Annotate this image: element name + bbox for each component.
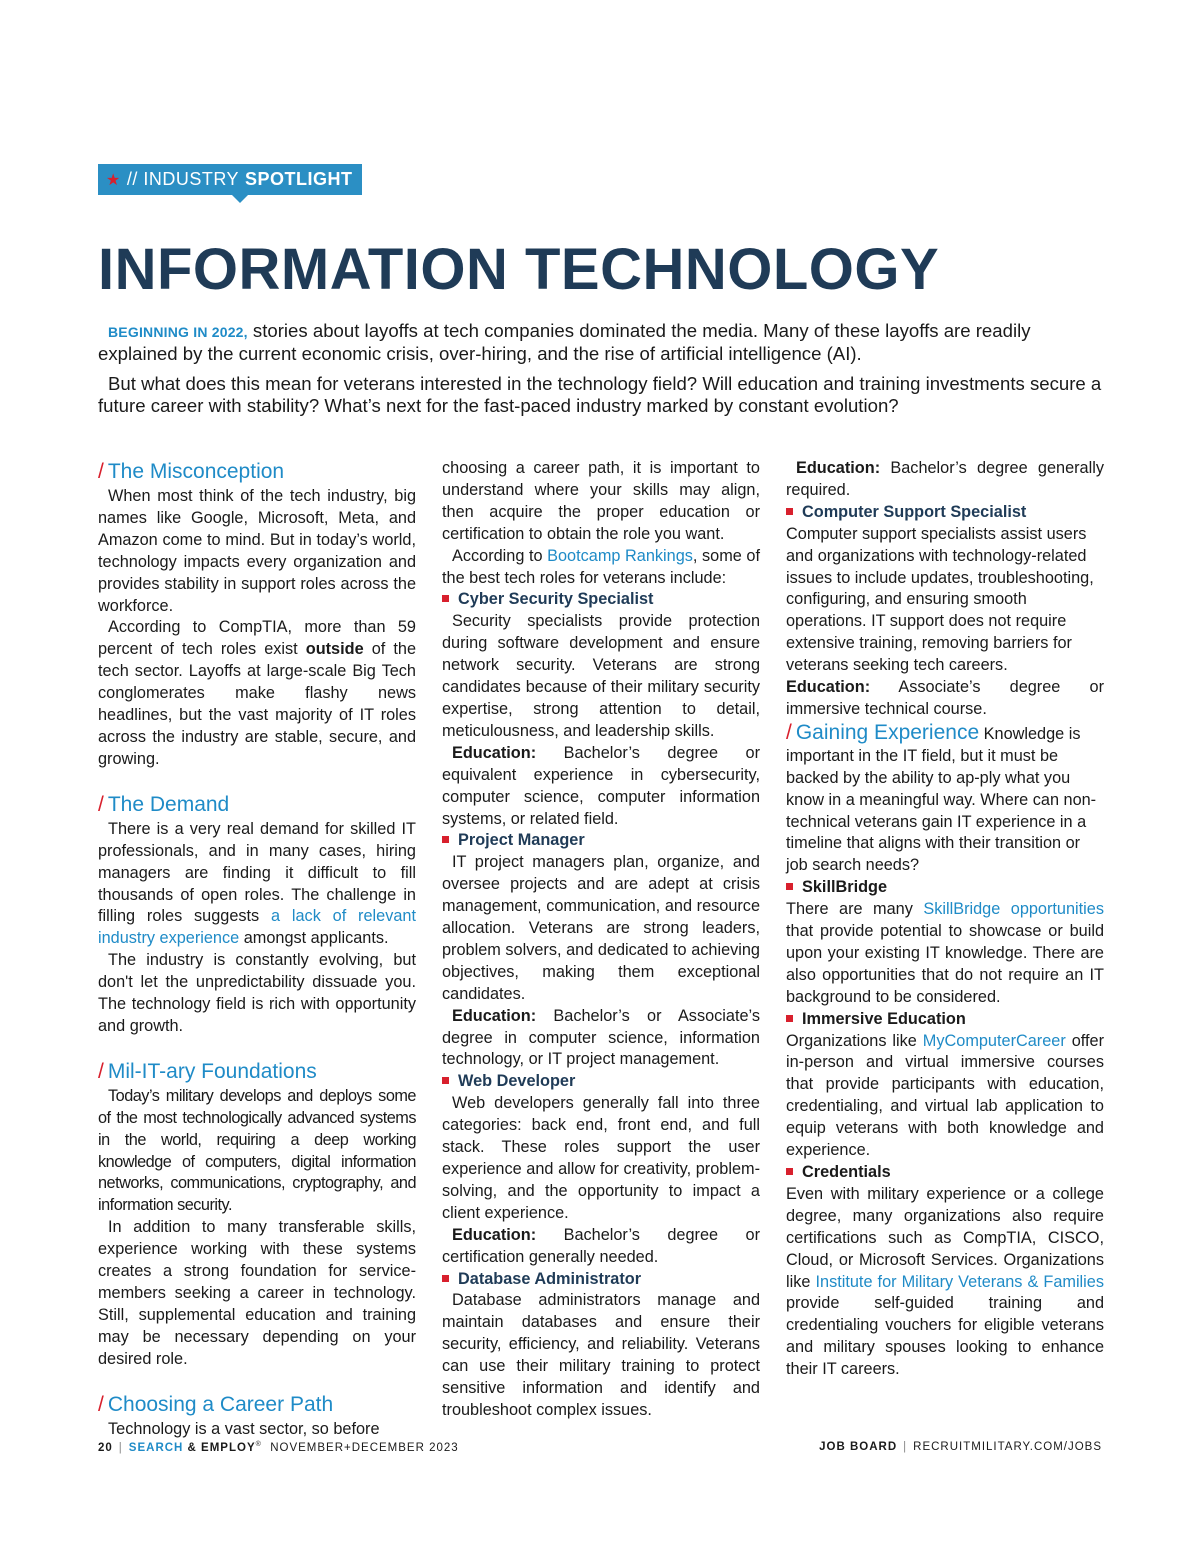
text: of the tech sector. Layoffs at large-scale Big Tech conglomerates make flashy news headlines, but the vast majority of IT roles across the industry are stable, secure, and growing.	[98, 640, 416, 768]
text: , some of the best tech roles for veterans include:	[442, 546, 760, 587]
edu-label: Education:	[452, 1006, 537, 1025]
text: that provide potential to showcase or build upon your existing IT knowledge. There are also opportunities that do not require an IT background to be considered.	[786, 922, 1104, 1006]
text: offer in-person and virtual immersive courses that provide participants with education, credentialing, and virtual lab application to equip veterans with both knowledge and experience.	[786, 1031, 1105, 1160]
intro	[98, 320, 1108, 425]
role-description: Security specialists provide protection during software development and ensure network security. Veterans are strong candidates because of their military security expertise, strong attention to detail, meticulousness, and leadership skills.	[442, 612, 760, 740]
role-description: Database administrators manage and maintain databases and ensure their security, efficiency, and reliability. Veterans can use their military training to protect sensitive information and identify and troubleshoot complex issues.	[442, 1291, 760, 1419]
subsection-title-text: Credentials	[802, 1163, 891, 1181]
text: Knowledge is important in the IT field, but it must be backed by the ability to ap-ply what you know in a meaningful way. Where can non-technical veterans gain IT experience in a timeline that aligns with their transition or job search needs?	[786, 724, 1097, 875]
role-title	[442, 1269, 760, 1291]
star-icon: ★	[106, 171, 121, 189]
text: There is a very real demand for skilled IT professionals, and in many cases, hiring managers are finding it difficult to fill thousands of open roles. The challenge in filling roles suggests	[98, 819, 416, 926]
paragraph	[98, 617, 416, 770]
text: Even with military experience or a college degree, many organizations also require certifications such as CompTIA, CISCO, Cloud, or Microsoft Services. Organizations like	[786, 1184, 1104, 1291]
slash-mark: /	[98, 792, 104, 816]
column-2	[442, 458, 760, 1422]
gaining-paragraph	[786, 721, 1104, 877]
role-description: Computer support specialists assist users and organizations with technology-related issues to include updates, troubleshooting, configuring, and ensuring smooth operations. IT support does not require extensive training, removing barriers for veterans seeking tech careers.	[786, 524, 1094, 675]
role-title-text: Project Manager	[458, 831, 585, 850]
text: amongst applicants.	[239, 929, 389, 948]
role-education	[786, 677, 1104, 721]
role-title	[442, 589, 760, 611]
slash-mark: /	[98, 1059, 104, 1083]
role-title-text: Database Administrator	[458, 1269, 642, 1288]
role-education	[442, 1225, 760, 1269]
role-education	[442, 1006, 760, 1072]
bullet-square	[786, 1168, 793, 1175]
subsection-title-text: SkillBridge	[802, 878, 888, 897]
paragraph	[786, 1031, 1104, 1162]
edu-text: Bachelor’s degree or equivalent experience in cybersecurity, computer science, computer information systems, or related field.	[442, 743, 760, 828]
link-bootcamp-rankings[interactable]: Bootcamp Rankings	[547, 546, 693, 565]
text: Organizations like	[786, 1031, 923, 1050]
link-relevant-experience[interactable]: a lack of relevant industry experience	[98, 907, 416, 948]
bullet-square	[442, 1275, 449, 1282]
heading-foundations	[98, 1058, 416, 1086]
tag-pointer	[232, 195, 248, 203]
role-title	[442, 1071, 760, 1093]
slash-mark: /	[786, 720, 792, 744]
bullet-square	[786, 1015, 793, 1022]
tag-label: SPOTLIGHT	[245, 169, 353, 189]
role-title	[442, 830, 760, 852]
paragraph	[786, 899, 1104, 1009]
edu-label: Education:	[452, 743, 537, 762]
column-1	[98, 458, 416, 1441]
paragraph: When most think of the tech industry, big names like Google, Microsoft, Meta, and Amazon come to mind. But in today’s world, technology impacts every organization and provides stability in support roles across the workforce.	[98, 487, 416, 615]
intro-paragraph-2: But what does this mean for veterans interested in the technology field? Will education and training investments secure a future career with stability? What’s next for the fast-paced industry marked by constant evolution?	[98, 373, 1102, 416]
column-3	[786, 458, 1104, 1381]
paragraph: The industry is constantly evolving, but don't let the unpredictability dissuade you. The technology field is rich with opportunity and growth.	[98, 951, 416, 1035]
heading-text: The Misconception	[107, 460, 285, 483]
text: According to CompTIA, more than 59 percent of tech roles exist	[98, 618, 416, 659]
text: There are many	[786, 900, 924, 919]
subsection-title	[786, 1162, 1104, 1184]
role-title-text: Web Developer	[458, 1072, 576, 1091]
paragraph	[442, 546, 760, 590]
bullet-square	[442, 836, 449, 843]
link-mycomputercareer[interactable]: MyComputerCareer	[922, 1031, 1066, 1050]
role-title	[786, 502, 1104, 524]
text: provide self-guided training and credentialing vouchers for eligible veterans and military spouses looking to enhance their IT careers.	[786, 1294, 1104, 1379]
paragraph: In addition to many transferable skills, experience working with these systems creates a strong foundation for service-members seeking a career in technology. Still, supplemental education and training may be necessary depending on your desired role.	[98, 1218, 416, 1368]
bullet-square	[442, 1077, 449, 1084]
separator: |	[903, 1441, 908, 1453]
edu-text: Bachelor’s degree generally required.	[786, 459, 1104, 499]
job-board-url[interactable]: RECRUITMILITARY.COM/JOBS	[913, 1441, 1102, 1453]
role-title-text: Cyber Security Specialist	[458, 590, 654, 609]
heading-text: Mil-IT-ary Foundations	[107, 1059, 317, 1083]
role-description: IT project managers plan, organize, and oversee projects and are adept at crisis management, communication, and resource allocation. Veterans are strong leaders, problem solvers, and dedicated to achieving objectives, making them exceptional candidates.	[442, 853, 760, 1003]
footer-right	[819, 1441, 1102, 1453]
edu-text: Associate’s degree or immersive technical course.	[786, 678, 1104, 718]
heading-demand	[98, 791, 416, 819]
footer-left	[98, 1441, 459, 1454]
page-title: INFORMATION TECHNOLOGY	[98, 237, 940, 302]
intro-lead: BEGINNING IN 2022,	[108, 324, 248, 340]
paragraph	[98, 819, 416, 950]
edu-text: Bachelor’s degree or certification generally needed.	[442, 1225, 760, 1266]
separator: |	[118, 1441, 123, 1454]
role-education	[442, 743, 760, 831]
text: According to	[452, 546, 548, 565]
link-skillbridge[interactable]: SkillBridge opportunities	[923, 900, 1104, 919]
page-number: 20	[98, 1441, 113, 1454]
paragraph	[786, 1184, 1104, 1381]
intro-paragraph-1	[98, 320, 1108, 365]
role-description: Web developers generally fall into three categories: back end, front end, and full stack. These roles support the user experience and allow for creativity, problem-solving, and the opportunity to impact a client experience.	[442, 1094, 760, 1222]
edu-label: Education:	[452, 1225, 537, 1244]
subsection-title	[786, 877, 1104, 899]
heading-text: Choosing a Career Path	[107, 1392, 334, 1416]
link-ivmf[interactable]: Institute for Military Veterans & Families	[815, 1272, 1104, 1291]
subsection-title	[786, 1009, 1104, 1031]
section-tag	[98, 164, 362, 195]
role-education	[786, 458, 1104, 502]
paragraph: Today’s military develops and deploys some of the most technologically advanced systems in the world, requiring a deep working knowledge of computers, digital information networks, communications, cryptography, and information security.	[98, 1086, 416, 1215]
subsection-title-text: Immersive Education	[802, 1009, 966, 1028]
heading-text: Gaining Experience	[795, 720, 980, 744]
bullet-square	[786, 508, 793, 515]
bold-text: outside	[305, 640, 364, 659]
heading-misconception	[98, 458, 416, 486]
edu-label: Education:	[786, 678, 871, 697]
tag-prefix: // INDUSTRY	[126, 169, 240, 189]
slash-mark: /	[98, 460, 104, 483]
brand-search: SEARCH	[128, 1441, 184, 1454]
registered-mark: ®	[255, 1441, 262, 1448]
slash-mark: /	[98, 1392, 104, 1416]
edu-text: Bachelor’s or Associate’s degree in computer science, information technology, or IT project management.	[442, 1006, 760, 1069]
job-board-label: JOB BOARD	[819, 1441, 898, 1453]
edu-label: Education:	[796, 459, 881, 477]
role-title-text: Computer Support Specialist	[802, 502, 1027, 521]
intro-text-1: stories about layoffs at tech companies dominated the media. Many of these layoffs are readily explained by the current economic crisis, over-hiring, and the rise of artificial intelligence (AI).	[98, 320, 1031, 364]
heading-gaining-experience	[786, 721, 979, 744]
heading-career-path	[98, 1391, 416, 1419]
paragraph: choosing a career path, it is important to understand where your skills may align, then acquire the proper education or certification to obtain the role you want.	[442, 459, 760, 543]
bullet-square	[442, 595, 449, 602]
heading-text: The Demand	[107, 792, 230, 816]
brand-employ: & EMPLOY	[183, 1441, 256, 1454]
bullet-square	[786, 883, 793, 890]
paragraph: Technology is a vast sector, so before	[108, 1419, 380, 1438]
issue-date: NOVEMBER+DECEMBER 2023	[270, 1441, 459, 1454]
